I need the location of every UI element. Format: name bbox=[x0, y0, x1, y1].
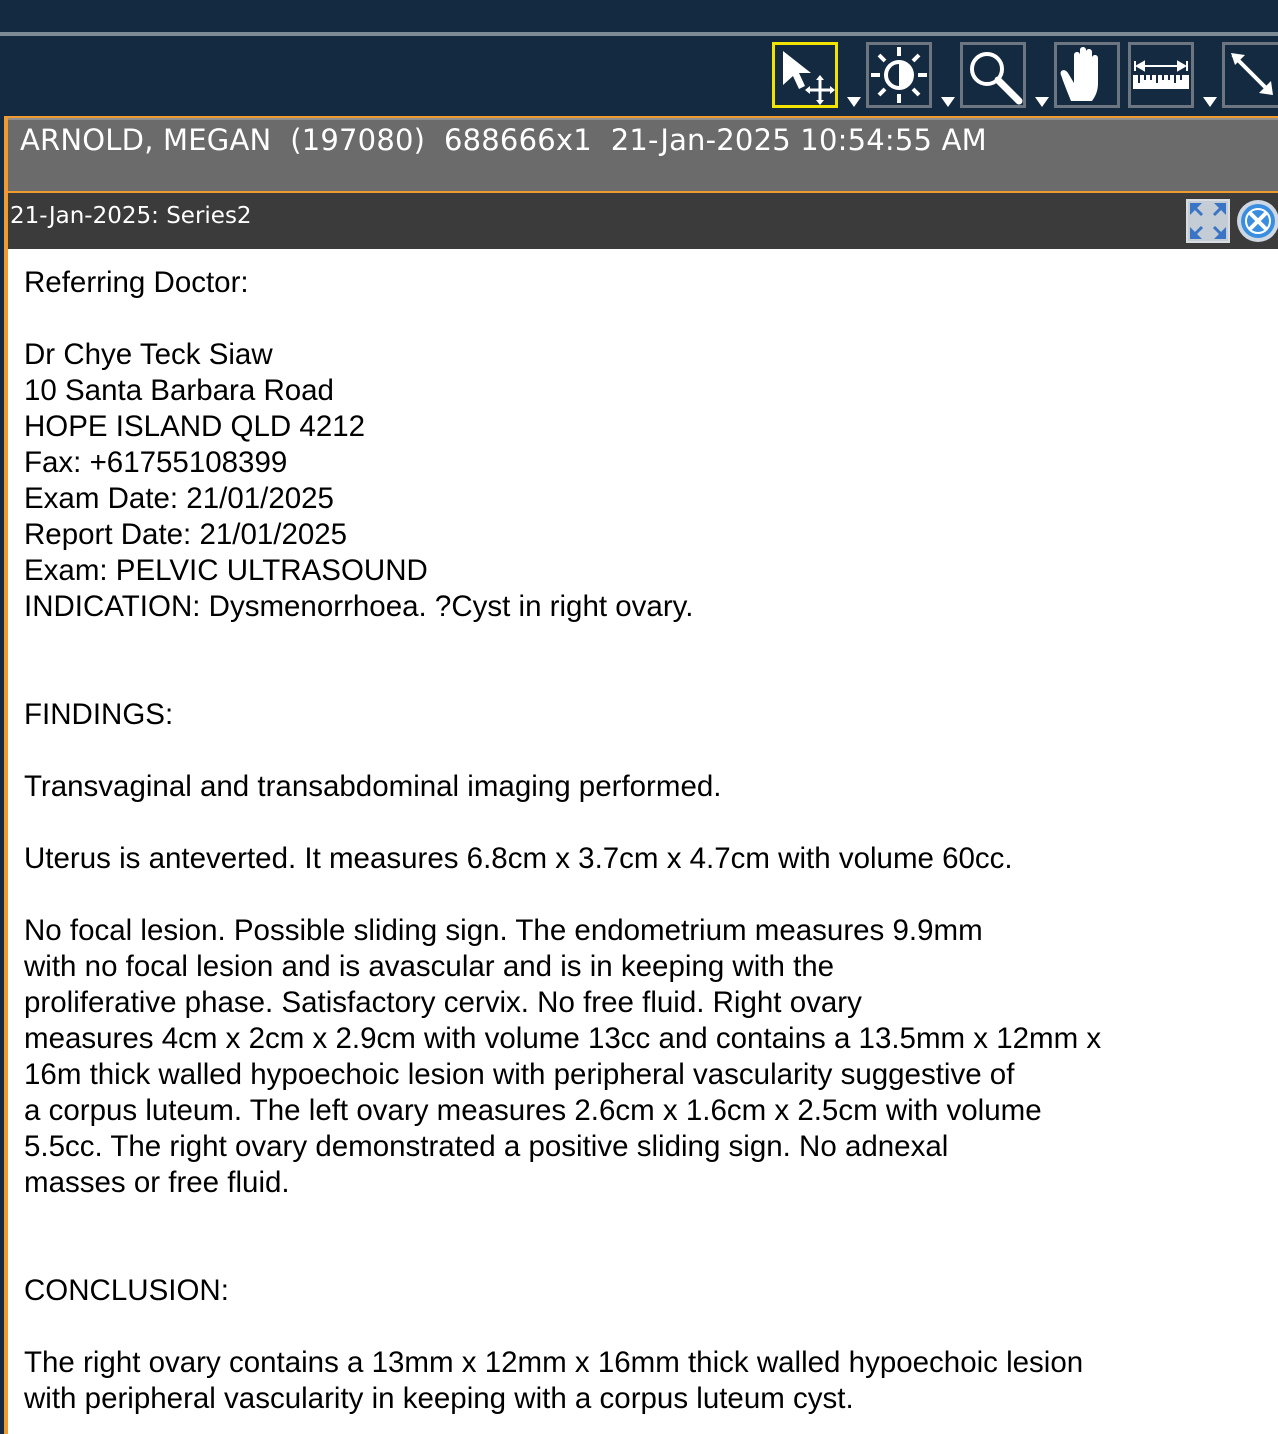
report-line bbox=[24, 733, 1264, 769]
report-line: Referring Doctor: bbox=[24, 266, 249, 299]
arrow-tool-button[interactable] bbox=[1222, 42, 1278, 108]
report-line: FINDINGS: bbox=[24, 698, 174, 731]
report-line: HOPE ISLAND QLD 4212 bbox=[24, 410, 366, 443]
arrow-diagonal-icon bbox=[1225, 45, 1278, 105]
report-line bbox=[24, 625, 1264, 661]
report-text bbox=[24, 265, 1264, 1417]
select-move-tool-button[interactable] bbox=[772, 42, 838, 108]
hand-icon bbox=[1057, 45, 1117, 105]
chevron-down-icon[interactable] bbox=[1202, 96, 1218, 108]
window-level-tool-button[interactable] bbox=[866, 42, 932, 108]
brightness-icon bbox=[869, 45, 929, 105]
report-line bbox=[24, 661, 1264, 697]
report-line bbox=[24, 1309, 1264, 1345]
report-line: Exam: PELVIC ULTRASOUND bbox=[24, 554, 428, 587]
series-header bbox=[8, 193, 1278, 249]
close-icon[interactable] bbox=[1236, 199, 1278, 243]
zoom-tool-button[interactable] bbox=[960, 42, 1026, 108]
report-line: The right ovary contains a 13mm x 12mm x 16mm thick walled hypoechoic lesion bbox=[24, 1346, 1084, 1379]
report-line: with no focal lesion and is avascular and is in keeping with the bbox=[24, 950, 835, 983]
report-line: a corpus luteum. The left ovary measures 2.6cm x 1.6cm x 2.5cm with volume bbox=[24, 1094, 1042, 1127]
report-line: CONCLUSION: bbox=[24, 1274, 229, 1307]
report-line bbox=[24, 805, 1264, 841]
report-line: Fax: +61755108399 bbox=[24, 446, 288, 479]
report-line: Uterus is anteverted. It measures 6.8cm x 3.7cm x 4.7cm with volume 60cc. bbox=[24, 842, 1013, 875]
chevron-down-icon[interactable] bbox=[940, 96, 956, 108]
report-line: with peripheral vascularity in keeping with a corpus luteum cyst. bbox=[24, 1382, 854, 1415]
report-line: 10 Santa Barbara Road bbox=[24, 374, 334, 407]
report-line: INDICATION: Dysmenorrhoea. ?Cyst in right ovary. bbox=[24, 590, 694, 623]
report-line: Transvaginal and transabdominal imaging performed. bbox=[24, 770, 722, 803]
report-line: 5.5cc. The right ovary demonstrated a positive sliding sign. No adnexal bbox=[24, 1130, 949, 1163]
series-title: 21-Jan-2025: Series2 bbox=[10, 203, 252, 229]
report-line: proliferative phase. Satisfactory cervix. No free fluid. Right ovary bbox=[24, 986, 862, 1019]
measure-tool-button[interactable] bbox=[1128, 42, 1194, 108]
report-line: Dr Chye Teck Siaw bbox=[24, 338, 273, 371]
report-line: No focal lesion. Possible sliding sign. The endometrium measures 9.9mm bbox=[24, 914, 983, 947]
magnifier-icon bbox=[963, 45, 1023, 105]
patient-header bbox=[8, 118, 1278, 191]
report-line: masses or free fluid. bbox=[24, 1166, 290, 1199]
ruler-icon bbox=[1131, 45, 1191, 105]
expand-icon[interactable] bbox=[1186, 199, 1230, 243]
chevron-down-icon[interactable] bbox=[846, 96, 862, 108]
report-line: Exam Date: 21/01/2025 bbox=[24, 482, 334, 515]
report-line bbox=[24, 1237, 1264, 1273]
patient-info: ARNOLD, MEGAN (197080) 688666x1 21-Jan-2025 10:54:55 AM bbox=[20, 123, 987, 157]
report-line bbox=[24, 1201, 1264, 1237]
pointer-move-icon bbox=[775, 45, 835, 105]
report-line: Report Date: 21/01/2025 bbox=[24, 518, 348, 551]
pan-tool-button[interactable] bbox=[1054, 42, 1120, 108]
report-line bbox=[24, 877, 1264, 913]
chevron-down-icon[interactable] bbox=[1034, 96, 1050, 108]
report-line: 16m thick walled hypoechoic lesion with peripheral vascularity suggestive of bbox=[24, 1058, 1015, 1091]
report-panel bbox=[8, 249, 1278, 1434]
report-line: measures 4cm x 2cm x 2.9cm with volume 13cc and contains a 13.5mm x 12mm x bbox=[24, 1022, 1102, 1055]
title-strip bbox=[0, 0, 1278, 32]
report-line bbox=[24, 301, 1264, 337]
